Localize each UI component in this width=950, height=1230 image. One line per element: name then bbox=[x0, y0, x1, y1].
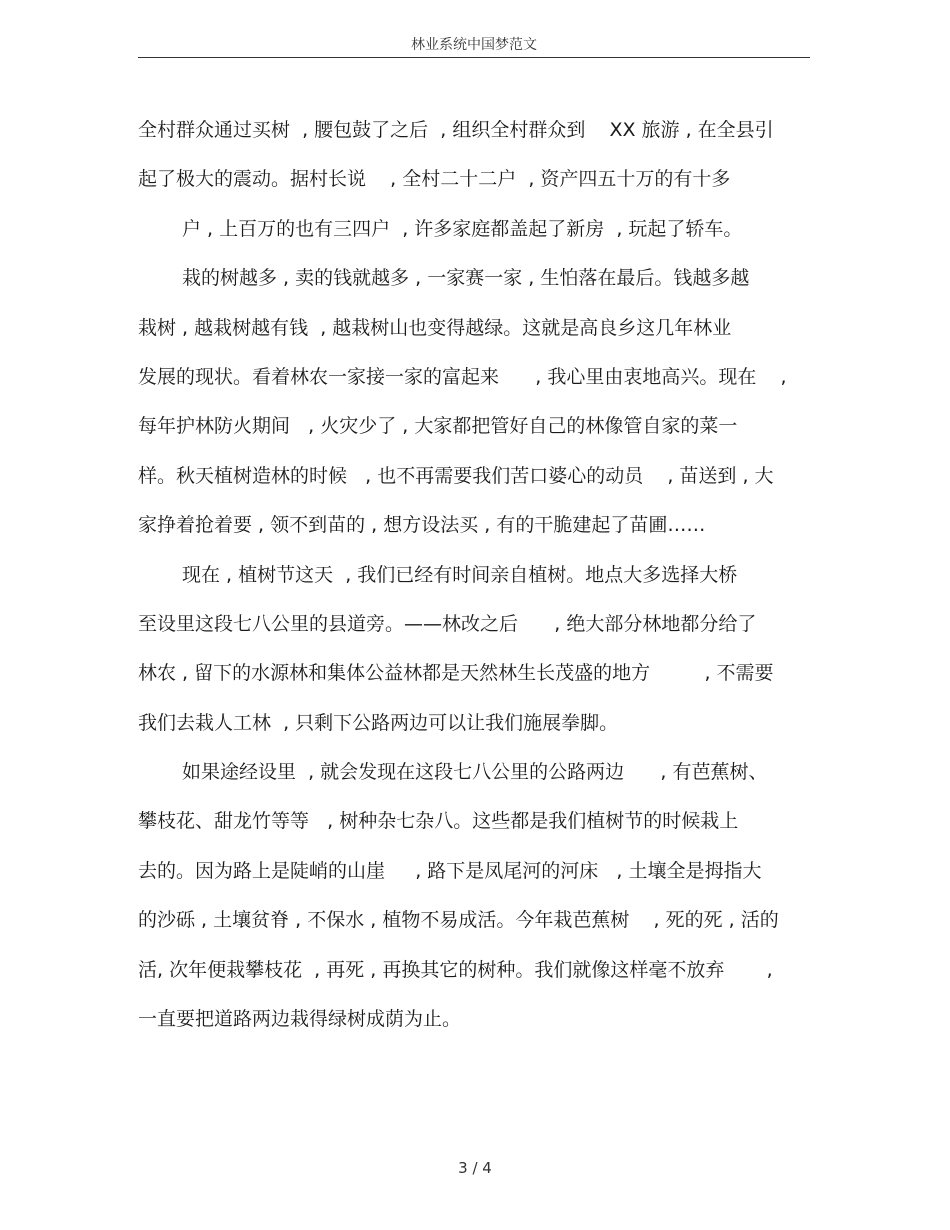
text-line: 我们去栽人工林 , 只剩下公路两边可以让我们施展拳脚。 bbox=[138, 711, 619, 734]
text-line: 样。秋天植树造林的时候 , 也不再需要我们苦口婆心的动员 , 苗送到 , 大 bbox=[138, 464, 774, 487]
text-line: 的沙砾 , 土壤贫脊 , 不保水 , 植物不易成活。今年栽芭蕉树 , 死的死 , 活的 bbox=[138, 909, 779, 932]
document-body bbox=[138, 108, 828, 1046]
text-line: 全村群众通过买树 , 腰包鼓了之后 , 组织全村群众到 XX 旅游 , 在全县引 bbox=[138, 119, 774, 141]
header-divider bbox=[138, 57, 810, 58]
page-number: 3 / 4 bbox=[458, 1159, 492, 1177]
text-line: 攀枝花、甜龙竹等等 , 树种杂七杂八。这些都是我们植树节的时候栽上 bbox=[138, 810, 739, 833]
text-line: 林农 , 留下的水源林和集体公益林都是天然林生长茂盛的地方 , 不需要 bbox=[138, 662, 774, 685]
text-line: 至设里这段七八公里的县道旁。——林改之后 , 绝大部分林地都分给了 bbox=[138, 612, 757, 635]
text-line: 栽的树越多 , 卖的钱就越多 , 一家赛一家 , 生怕落在最后。钱越多越 bbox=[182, 267, 750, 290]
text-line: 活, 次年便栽攀枝花 , 再死 , 再换其它的树种。我们就像这样毫不放弃 , bbox=[138, 958, 773, 981]
text-line: 家挣着抢着要 , 领不到苗的 , 想方设法买 , 有的干脆建起了苗圃…… bbox=[138, 514, 706, 537]
text-line: 户 , 上百万的也有三四户 , 许多家庭都盖起了新房 , 玩起了轿车。 bbox=[182, 217, 743, 240]
text-line: 发展的现状。看着林农一家接一家的富起来 , 我心里由衷地高兴。现在 , bbox=[138, 365, 787, 388]
text-line: 栽树 , 越栽树越有钱 , 越栽树山也变得越绿。这就是高良乡这几年林业 bbox=[138, 316, 732, 339]
text-line: 如果途经设里 , 就会发现在这段七八公里的公路两边 , 有芭蕉树、 bbox=[182, 761, 768, 784]
page-header-title: 林业系统中国梦范文 bbox=[411, 37, 537, 53]
text-line: 去的。因为路上是陡峭的山崖 , 路下是凤尾河的河床 , 土壤全是拇指大 bbox=[138, 859, 762, 882]
text-line: 一直要把道路两边栽得绿树成荫为止。 bbox=[138, 1008, 462, 1031]
text-line: 现在 , 植树节这天 , 我们已经有时间亲自植树。地点大多选择大桥 bbox=[182, 563, 738, 586]
text-line: 起了极大的震动。据村长说 , 全村二十二户 , 资产四五十万的有十多 bbox=[138, 168, 731, 191]
text-line: 每年护林防火期间 , 火灾少了 , 大家都把管好自己的林像管自家的菜一 bbox=[138, 415, 738, 438]
